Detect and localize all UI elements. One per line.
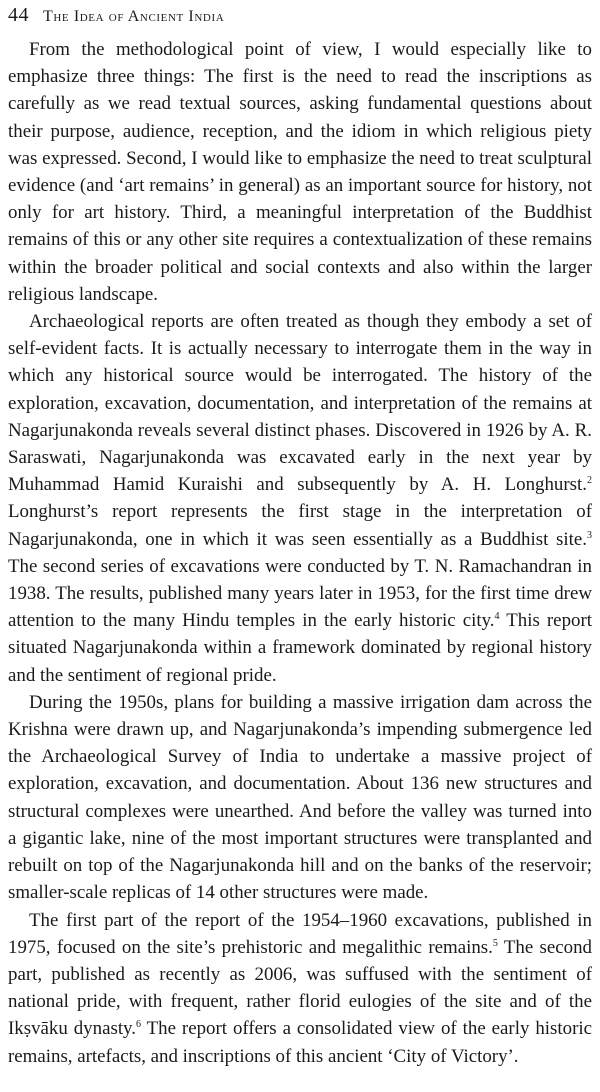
footnote-marker: 2 <box>587 475 592 487</box>
text-run: Longhurst’s report represents the first stage in the interpretation of Nagarjunakonda, one in which it was seen essentially as a Buddhist site. <box>8 501 592 550</box>
footnote-marker: 4 <box>494 611 500 623</box>
page-number: 44 <box>8 4 29 26</box>
text-run: The second part, published as recently as 2006, was suffused with the sentiment of national pride, with frequent, rather florid eulogies of the site and of the Ikṣvāku dynasty. <box>8 936 592 1040</box>
body-text <box>8 36 592 1070</box>
paragraph <box>8 907 592 1070</box>
text-run: This report situated Nagarjunakonda within a framework dominated by regional history and the sentiment of regional pride. <box>8 610 592 686</box>
footnote-marker: 6 <box>136 1019 142 1031</box>
paragraph <box>8 36 592 308</box>
paragraph <box>8 689 592 907</box>
paragraph <box>8 308 592 689</box>
running-head <box>8 4 224 32</box>
footnote-marker: 5 <box>492 937 498 949</box>
text-run: The report offers a consolidated view of the early historic remains, artefacts, and inscriptions of this ancient ‘City of Victory’. <box>8 1018 593 1067</box>
text-run: The first part of the report of the 1954–1960 excavations, published in 1975, focused on the site’s prehistoric and megalithic remains. <box>8 909 592 958</box>
text-run: From the methodological point of view, I would especially like to emphasize three things: The first is the need to read the inscriptions as carefully as we read textual sources, asking fundamental questions about their purpose, audience, reception, and the idiom in which religious piety was expressed. Second, I would like to emphasize the need to treat sculptural evidence (and ‘art remains’ in general) as an important source for history, not only for art history. Third, a meaningful interpretation of the Buddhist remains of this or any other site requires a contextualization of these remains within the broader political and social contexts and also within the larger religious landscape. <box>8 39 592 305</box>
text-run: During the 1950s, plans for building a massive irrigation dam across the Krishna were drawn up, and Nagarjunakonda’s impending submergence led the Archaeological Survey of India to undertake a massive project of exploration, excavation, and documentation. About 136 new structures and structural complexes were unearthed. And before the valley was turned into a gigantic lake, nine of the most important structures were transplanted and rebuilt on top of the Nagarjunakonda hill and on the banks of the reservoir; smaller-scale replicas of 14 other structures were made. <box>8 691 592 904</box>
text-run: Archaeological reports are often treated as though they embody a set of self-evident facts. It is actually necessary to interrogate them in the way in which any historical source would be interrogated. The history of the exploration, excavation, documentation, and interpretation of the remains at Nagarjunakonda reveals several distinct phases. Discovered in 1926 by A. R. Saraswati, Nagarjunakonda was excavated early in the next year by Muhammad Hamid Kuraishi and subsequently by A. H. Longhurst. <box>8 311 592 496</box>
text-run: The second series of excavations were conducted by T. N. Ramachandran in 1938. The results, published many years later in 1953, for the first time drew attention to the many Hindu temples in the early historic city. <box>8 555 592 632</box>
footnote-marker: 3 <box>587 529 592 541</box>
running-title: The Idea of Ancient India <box>43 8 225 25</box>
